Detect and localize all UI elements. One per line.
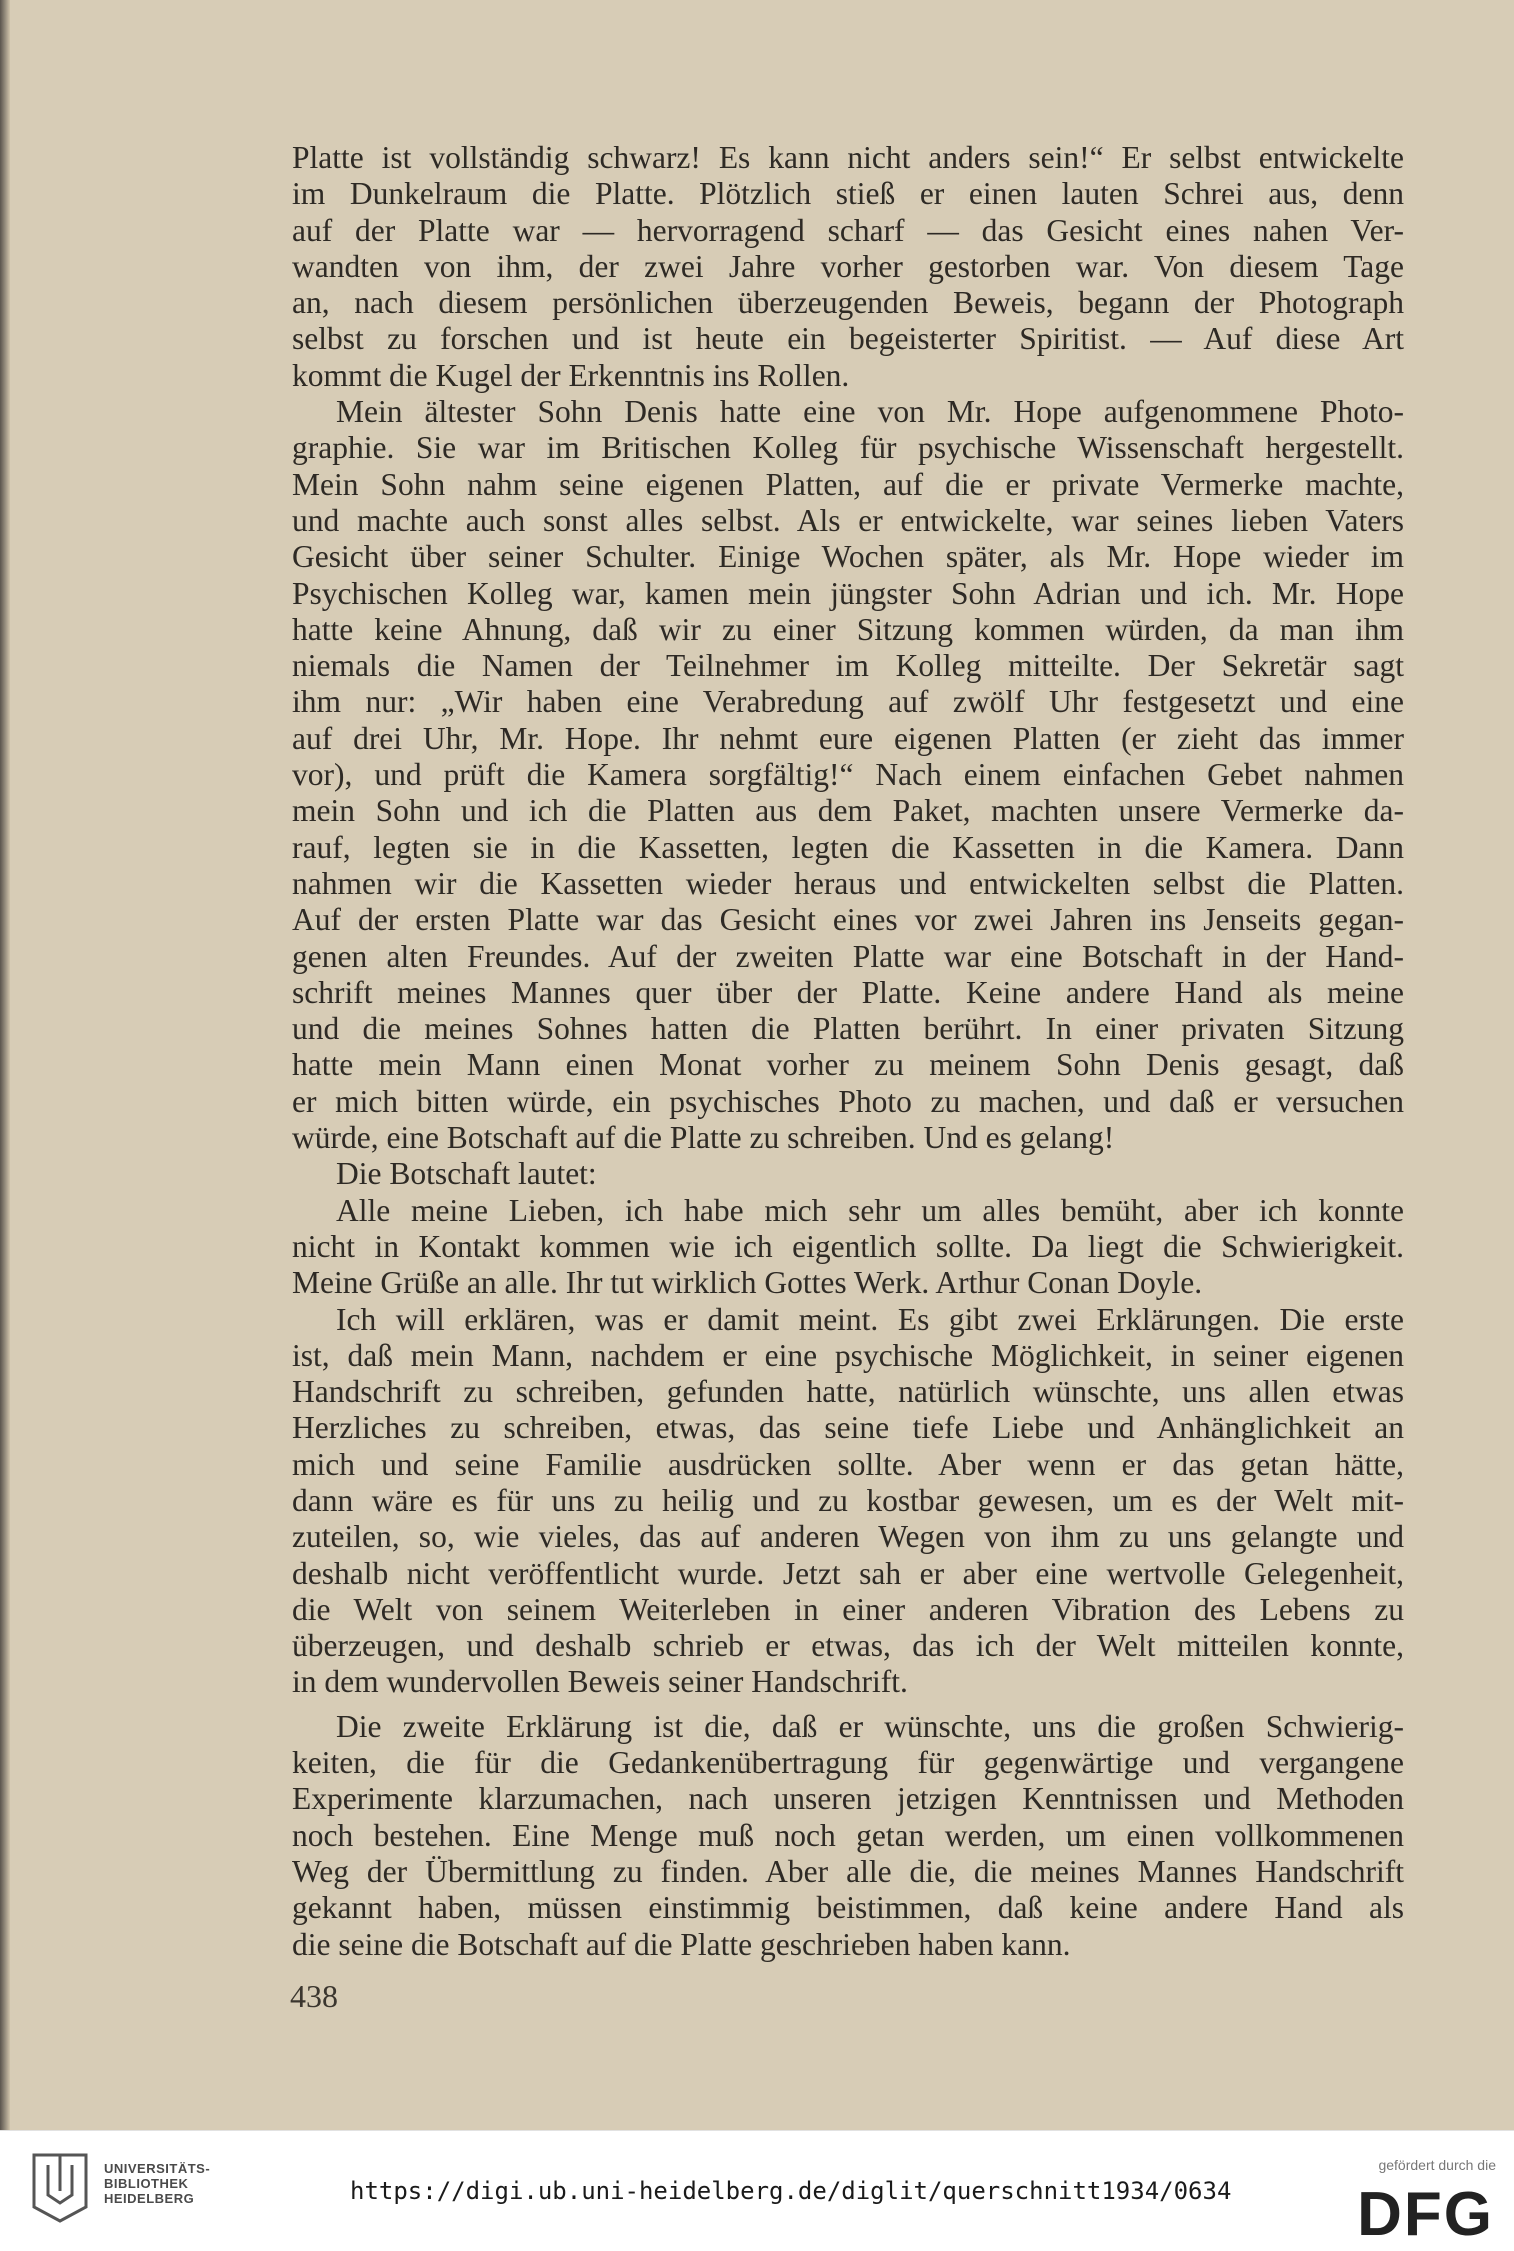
text-line: im Dunkelraum die Platte. Plötzlich stieß er einen lauten Schrei aus, denn [292,176,1404,212]
text-line: überzeugen, und deshalb schrieb er etwas, das ich der Welt mitteilen konnte, [292,1628,1404,1664]
library-name-line: BIBLIOTHEK [104,2176,189,2191]
text-line: graphie. Sie war im Britischen Kolleg für psychische Wissenschaft hergestellt. [292,430,1404,466]
paragraph-gap [292,1701,1404,1709]
text-line: Die Botschaft lautet: [336,1156,597,1192]
permalink-url[interactable]: https://digi.ub.uni-heidelberg.de/diglit/querschnitt1934/0634 [350,2177,1232,2205]
text-line: Meine Grüße an alle. Ihr tut wirklich Gottes Werk. Arthur Conan Doyle. [292,1265,1203,1301]
text-line: Mein Sohn nahm seine eigenen Platten, auf die er private Vermerke machte, [292,466,1404,502]
text-line: Weg der Übermittlung zu finden. Aber alle die, die meines Mannes Handschrift [292,1853,1404,1889]
library-name [104,2161,210,2206]
text-line: nicht in Kontakt kommen wie ich eigentlich sollte. Da liegt die Schwierigkeit. [292,1228,1404,1264]
text-line: Handschrift zu schreiben, gefunden hatte, natürlich wünschte, uns allen etwas [292,1374,1404,1410]
text-line: an, nach diesem persönlichen überzeugenden Beweis, begann der Photograph [292,285,1404,321]
text-line: ihm nur: „Wir haben eine Verabredung auf zwölf Uhr festgesetzt und eine [292,684,1404,720]
text-line: Platte ist vollständig schwarz! Es kann nicht anders sein!“ Er selbst entwickelte [292,140,1404,175]
university-library-logo-icon [30,2151,90,2223]
text-line: Mein ältester Sohn Denis hatte eine von Mr. Hope aufgenommene Photo- [336,394,1404,430]
text-line: deshalb nicht veröffentlicht wurde. Jetzt sah er aber eine wertvolle Gelegenheit, [292,1555,1404,1591]
text-line: Die zweite Erklärung ist die, daß er wünschte, uns die großen Schwierig- [336,1708,1404,1744]
text-line: hatte keine Ahnung, daß wir zu einer Sitzung kommen würden, da man ihm [292,611,1404,647]
text-line: noch bestehen. Eine Menge muß noch getan werden, um einen vollkommenen [292,1817,1404,1853]
text-line: auf drei Uhr, Mr. Hope. Ihr nehmt eure eigenen Platten (er zieht das immer [292,720,1404,756]
viewer-footer [0,2130,1514,2251]
funded-by-label: gefördert durch die [1378,2157,1496,2173]
library-name-line: HEIDELBERG [104,2191,195,2206]
text-line: ist, daß mein Mann, nachdem er eine psychische Möglichkeit, in seiner eigenen [292,1337,1404,1373]
text-line: und machte auch sonst alles selbst. Als er entwickelte, war seines lieben Vaters [292,502,1404,538]
text-line: mich und seine Familie ausdrücken sollte. Aber wenn er das getan hätte, [292,1446,1404,1482]
text-line: Gesicht über seiner Schulter. Einige Wochen später, als Mr. Hope wieder im [292,539,1404,575]
text-line: Auf der ersten Platte war das Gesicht eines vor zwei Jahren ins Jenseits gegan- [292,902,1404,938]
text-line: genen alten Freundes. Auf der zweiten Platte war eine Botschaft in der Hand- [292,938,1404,974]
body-text [292,140,1404,1963]
text-line: und die meines Sohnes hatten die Platten berührt. In einer privaten Sitzung [292,1011,1404,1047]
text-line: würde, eine Botschaft auf die Platte zu schreiben. Und es gelang! [292,1120,1115,1156]
text-line: nahmen wir die Kassetten wieder heraus und entwickelten selbst die Platten. [292,865,1404,901]
text-line: selbst zu forschen und ist heute ein begeisterter Spiritist. — Auf diese Art [292,321,1404,357]
text-line: keiten, die für die Gedankenübertragung für gegenwärtige und vergangene [292,1745,1404,1781]
text-line: schrift meines Mannes quer über der Platte. Keine andere Hand als meine [292,974,1404,1010]
text-line: Herzliches zu schreiben, etwas, das seine tiefe Liebe und Anhänglichkeit an [292,1410,1404,1446]
text-line: vor), und prüft die Kamera sorgfältig!“ Nach einem einfachen Gebet nahmen [292,757,1404,793]
text-line: Experimente klarzumachen, nach unseren jetzigen Kenntnissen und Methoden [292,1781,1404,1817]
text-line: kommt die Kugel der Erkenntnis ins Rollen. [292,357,850,393]
text-line: in dem wundervollen Beweis seiner Handschrift. [292,1664,908,1700]
text-line: rauf, legten sie in die Kassetten, legten die Kassetten in die Kamera. Dann [292,829,1404,865]
text-line: Ich will erklären, was er damit meint. Es gibt zwei Erklärungen. Die erste [336,1301,1404,1337]
text-line: niemals die Namen der Teilnehmer im Kolleg mitteilte. Der Sekretär sagt [292,648,1404,684]
page-number: 438 [290,1978,338,2014]
text-line: dann wäre es für uns zu heilig und zu kostbar gewesen, um es der Welt mit- [292,1482,1404,1518]
text-line: er mich bitten würde, ein psychisches Photo zu machen, und daß er versuchen [292,1083,1404,1119]
dfg-logo: DFG [1357,2180,1494,2249]
text-line: die Welt von seinem Weiterleben in einer anderen Vibration des Lebens zu [292,1591,1404,1627]
text-line: gekannt haben, müssen einstimmig beistimmen, daß keine andere Hand als [292,1890,1404,1926]
text-line: auf der Platte war — hervorragend scharf — das Gesicht eines nahen Ver- [292,212,1404,248]
text-line: mein Sohn und ich die Platten aus dem Paket, machten unsere Vermerke da- [292,793,1404,829]
text-line: zuteilen, so, wie vieles, das auf anderen Wegen von ihm zu uns gelangte und [292,1519,1404,1555]
text-line: wandten von ihm, der zwei Jahre vorher gestorben war. Von diesem Tage [292,248,1404,284]
text-line: hatte mein Mann einen Monat vorher zu meinem Sohn Denis gesagt, daß [292,1047,1404,1083]
text-line: Psychischen Kolleg war, kamen mein jüngster Sohn Adrian und ich. Mr. Hope [292,575,1404,611]
text-line: Alle meine Lieben, ich habe mich sehr um alles bemüht, aber ich konnte [336,1192,1404,1228]
text-line: die seine die Botschaft auf die Platte geschrieben haben kann. [292,1926,1071,1962]
library-name-line: UNIVERSITÄTS- [104,2161,211,2176]
